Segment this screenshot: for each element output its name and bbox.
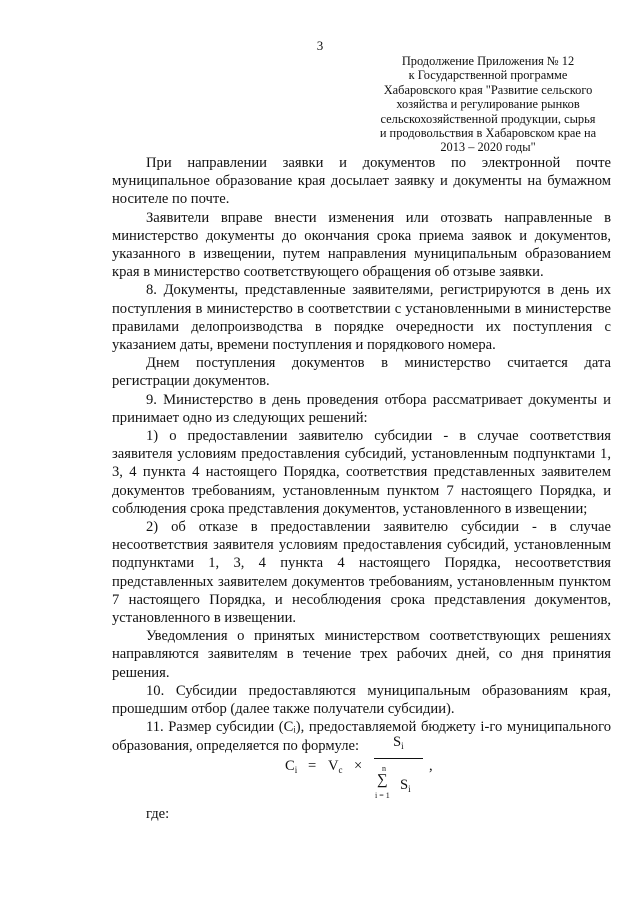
formula-denominator: $S_i$ — [400, 777, 411, 794]
sum-upper-limit: n — [382, 764, 386, 773]
sum-lower-limit: i = 1 — [375, 791, 390, 800]
formula — [0, 728, 640, 818]
header-line: Хабаровского края "Развитие сельского — [383, 82, 593, 97]
paragraph: 9. Министерство в день проведения отбора рассматривает документы и принимает одно из следующих решений: — [112, 391, 611, 426]
formula-v: $V_c$ — [328, 758, 343, 775]
formula-times: × — [354, 758, 363, 774]
paragraph: Заявители вправе внести изменения или отозвать направленные в министерство документы до окончания срока приема заявок и документов, указанного в извещении, путем направления муниципальным образованием края в министерство соответствующего обращения об отзыве заявки. — [112, 209, 611, 281]
body-text — [112, 154, 611, 755]
paragraph: Днем поступления документов в министерство считается дата регистрации документов. — [112, 355, 611, 390]
formula-lhs: $C_i$ — [285, 758, 298, 775]
appendix-header — [366, 54, 610, 155]
formula-equals: = — [308, 758, 317, 774]
fraction-line — [374, 758, 423, 759]
header-line: 2013 – 2020 годы" — [440, 140, 536, 155]
sum-symbol: ∑ — [377, 772, 388, 788]
header-line: Продолжение Приложения № 12 — [401, 54, 575, 68]
header-line: хозяйства и регулирование рынков — [396, 97, 580, 112]
paragraph: Уведомления о принятых министерством соответствующих решениях направляются заявителям в течение трех рабочих дней, со дня принятия решения. — [112, 628, 611, 681]
paragraph: 8. Документы, представленные заявителями, регистрируются в день их поступления в министерство в соответствии с установленными в министерстве правилами делопроизводства в порядке очередности их поступления с указанием даты, времени поступления и порядкового номера. — [112, 282, 611, 354]
where-label: где: — [146, 806, 170, 822]
header-line: и продовольствия в Хабаровском крае на — [379, 126, 597, 141]
formula-numerator: $S_i$ — [393, 734, 404, 751]
page-number: 3 — [316, 38, 324, 53]
paragraph: 1) о предоставлении заявителю субсидии - в случае соответствия заявителя условиям предоставления субсидий, установленным подпунктами 1, 3, 4 пункта 4 настоящего Порядка, соответствия представленных заявителем документов требованиям, установленным пунктом 7 настоящего Порядка, и соблюдения срока представления документов, установленного в извещении; — [112, 428, 611, 517]
paragraph: 10. Субсидии предоставляются муниципальным образованиям края, прошедшим отбор (далее также получатели субсидии). — [112, 682, 611, 718]
header-line: к Государственной программе — [408, 68, 568, 83]
paragraph: 11. Размер субсидии (Cᵢ), предоставляемой бюджету i-го муниципального образования, определяется по формуле: — [112, 719, 611, 754]
paragraph: 2) об отказе в предоставлении заявителю субсидии - в случае несоответствия заявителя условиям предоставления субсидий, установленным подпунктами 1, 3, 4 пункта 4 настоящего Порядка, несоответствия представленных заявителем документов требованиям, установленным пунктом 7 настоящего Порядка, и несоблюдения срока представления документов, установленного в извещении. — [112, 519, 611, 627]
header-line: сельскохозяйственной продукции, сырья — [380, 111, 596, 126]
formula-comma: , — [429, 758, 433, 774]
paragraph: При направлении заявки и документов по электронной почте муниципальное образование края досылает заявку и документы на бумажном носителе по почте. — [112, 155, 611, 208]
